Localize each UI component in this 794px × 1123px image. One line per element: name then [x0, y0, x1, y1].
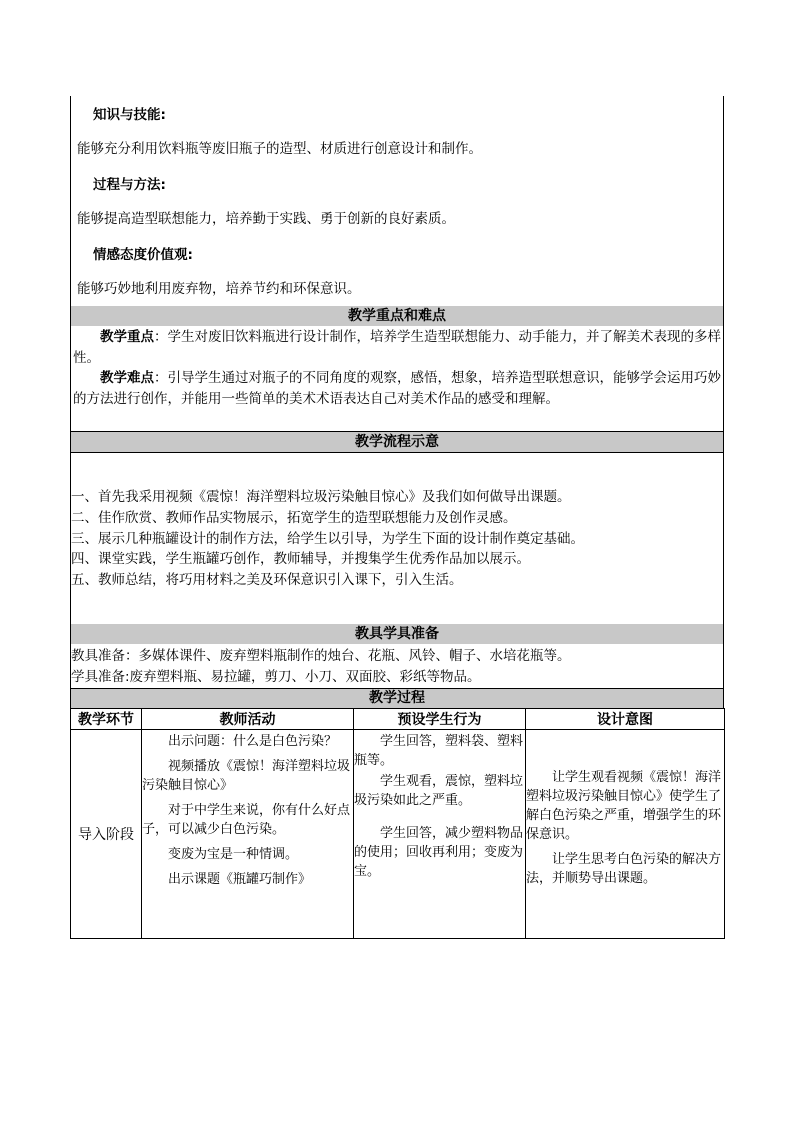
- teacher-activity-item: 视频播放《震惊！海洋塑料垃圾污染触目惊心》: [142, 759, 351, 793]
- table-row: [71, 730, 725, 939]
- key-points-body: [73, 327, 721, 409]
- flow-step: 三、展示几种瓶罐设计的制作方法，给学生以引导，为学生下面的设计制作奠定基础。: [71, 531, 584, 547]
- flow-step: 四、课堂实践，学生瓶罐巧创作，教师辅导，并搜集学生优秀作品加以展示。: [71, 551, 530, 567]
- difficulty-text: ：引导学生通过对瓶子的不同角度的观察，感悟，想象，培养造型联想意识，能够学会运用巧妙的方法进行创作，并能用一些简单的美术术语表达自己对美术作品的感受和理解。: [73, 370, 721, 407]
- process-table: [70, 708, 725, 939]
- knowledge-text: 能够充分利用饮料瓶等废旧瓶子的造型、材质进行创意设计和制作。: [77, 141, 482, 157]
- process-title: 教学过程: [71, 689, 723, 708]
- teacher-activity-item: 出示问题：什么是白色污染？: [168, 734, 338, 749]
- table-header-row: [71, 709, 725, 730]
- flow-step: 二、佳作欣赏、教师作品实物展示，拓宽学生的造型联想能力及创作灵感。: [71, 510, 517, 526]
- header-design-intent: 设计意图: [526, 709, 725, 730]
- student-behavior-cell: [354, 730, 526, 939]
- key-points-section: [70, 306, 724, 432]
- teacher-activity-item: 出示课题《瓶罐巧制作》: [168, 872, 312, 887]
- materials-title: 教具学具准备: [71, 624, 723, 644]
- design-intent-cell: [526, 730, 725, 939]
- teacher-activity-cell: [142, 730, 354, 939]
- difficulty-label: 教学难点: [100, 370, 154, 386]
- student-behavior-item: 学生观看，震惊，塑料垃圾污染如此之严重。: [354, 774, 524, 808]
- objectives-section: [70, 96, 724, 306]
- emotion-text: 能够巧妙地利用废弃物，培养节约和环保意识。: [77, 281, 361, 297]
- student-behavior-item: 学生回答，减少塑料物品的使用；回收再利用；变废为宝。: [354, 826, 524, 879]
- teacher-activity-item: 对于中学生来说，你有什么好点子，可以减少白色污染。: [142, 803, 351, 837]
- flow-section: [70, 432, 724, 624]
- flow-step: 五、教师总结，将巧用材料之美及环保意识引入课下，引入生活。: [71, 572, 463, 588]
- key-points-title: 教学重点和难点: [71, 306, 723, 326]
- process-title-section: [70, 688, 724, 708]
- focus-label: 教学重点: [100, 329, 154, 345]
- process-heading: 过程与方法:: [93, 177, 166, 193]
- emotion-heading: 情感态度价值观:: [93, 247, 193, 263]
- header-teacher-activity: 教师活动: [142, 709, 354, 730]
- materials-section: [70, 624, 724, 688]
- process-text: 能够提高造型联想能力，培养勤于实践、勇于创新的良好素质。: [77, 211, 455, 227]
- design-intent-item: 让学生观看视频《震惊！海洋塑料垃圾污染触目惊心》使学生了解白色污染之严重，增强学生的环保意识。: [526, 770, 722, 842]
- knowledge-heading: 知识与技能:: [93, 107, 166, 123]
- student-behavior-item: 学生回答，塑料袋、塑料瓶等。: [354, 734, 524, 768]
- flow-title: 教学流程示意: [71, 432, 723, 452]
- materials-student: 学具准备:废弃塑料瓶、易拉罐，剪刀、小刀、双面胶、彩纸等物品。: [71, 669, 481, 685]
- materials-teacher: 教具准备：多媒体课件、废弃塑料瓶制作的烛台、花瓶、风铃、帽子、水培花瓶等。: [71, 648, 571, 664]
- flow-step: 一、首先我采用视频《震惊！海洋塑料垃圾污染触目惊心》及我们如何做导出课题。: [71, 489, 571, 505]
- teacher-activity-item: 变废为宝是一种情调。: [168, 847, 299, 862]
- header-stage: 教学环节: [71, 709, 142, 730]
- header-student-behavior: 预设学生行为: [354, 709, 526, 730]
- stage-cell: 导入阶段: [71, 730, 142, 939]
- focus-text: ：学生对废旧饮料瓶进行设计制作，培养学生造型联想能力、动手能力，并了解美术表现的多样性。: [73, 329, 721, 366]
- design-intent-item: 让学生思考白色污染的解决方法，并顺势导出课题。: [526, 852, 722, 886]
